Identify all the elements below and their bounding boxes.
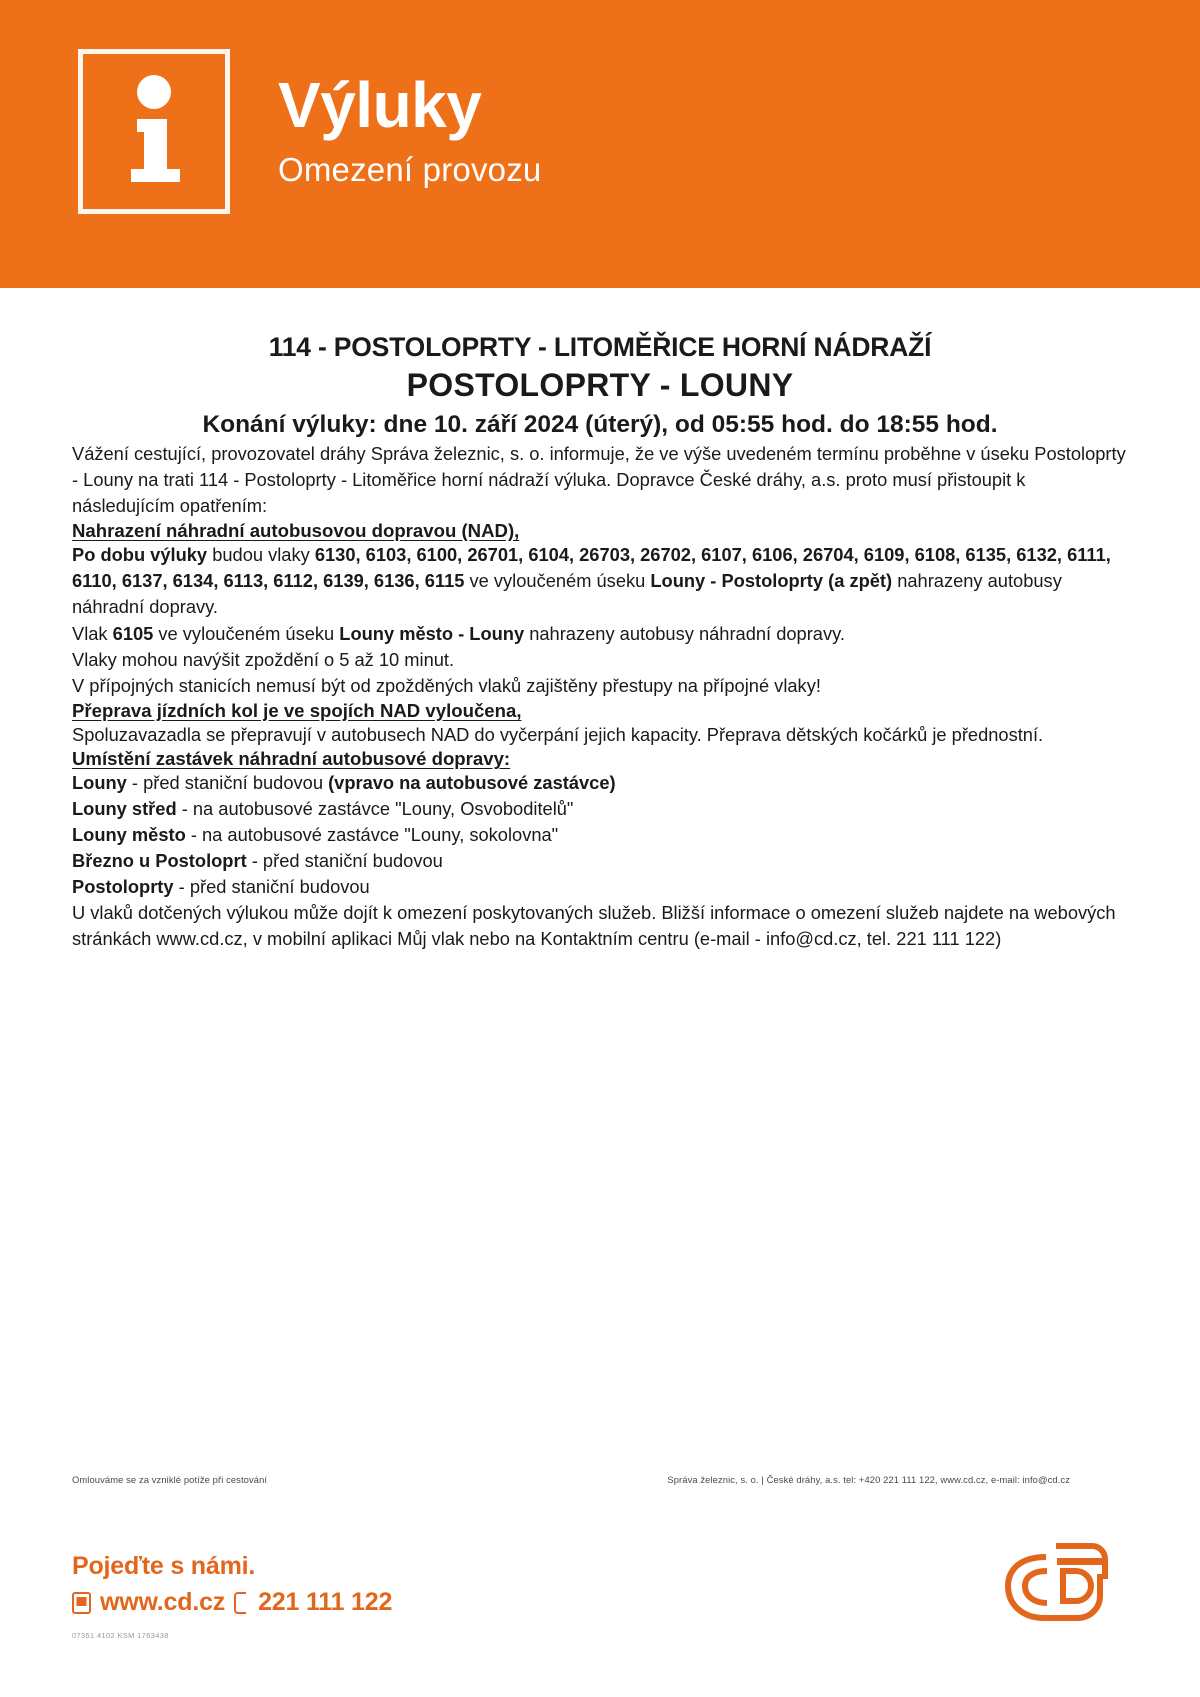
route-line: 114 - POSTOLOPRTY - LITOMĚŘICE HORNÍ NÁDRAŽÍ (268, 332, 932, 362)
banner-text (278, 69, 542, 188)
luggage-paragraph: Spoluzavazadla se přepravují v autobusech NAD do vyčerpání jejich kapacity. Přeprava dětských kočárků je přednostní. (72, 723, 1044, 745)
list-item (72, 770, 1128, 796)
stop-desc: - na autobusové zastávce "Louny, sokolovna" (185, 823, 559, 845)
brand-phone[interactable]: 221 111 122 (258, 1588, 393, 1616)
stop-desc-bold: (vpravo na autobusové zastávce) (328, 771, 616, 793)
single-train-number: 6105 (112, 622, 154, 644)
stop-name: Postoloprty (72, 875, 174, 897)
header-banner (0, 0, 1200, 288)
brand-contact (72, 1588, 392, 1617)
single-prefix: Vlak (72, 622, 113, 644)
trains-tail-1: ve vyloučeném úseku (464, 569, 651, 591)
info-icon (78, 49, 230, 214)
train-numbers: 6130, 6103, 6100, 26701, 6104, 26703, 26702, 6107, 6106, 26704, 6109, 6108, 6135, 6132, 6111, 6110, 6137, 6134, 6113, 6112, 6139, 6136, 6115 (72, 543, 1111, 591)
document-code: 07351 4102 KSM 1763438 (72, 1631, 169, 1640)
stop-name: Březno u Postoloprt (72, 849, 247, 871)
operator-info: Správa železnic, s. o. | České dráhy, a.s. tel: +420 221 111 122, www.cd.cz, e-mail: info@cd.cz (667, 1474, 1070, 1485)
outage-datetime: Konání výluky: dne 10. září 2024 (úterý), od 05:55 hod. do 18:55 hod. (202, 410, 998, 438)
closed-section: POSTOLOPRTY - LOUNY (406, 367, 794, 404)
brand-web[interactable]: www.cd.cz (100, 1588, 226, 1616)
apology-text: Omlouváme se za vzniklé potíže při cestování (72, 1474, 268, 1485)
replaced-trains-paragraph (72, 542, 1128, 621)
banner-subtitle: Omezení provozu (278, 150, 542, 188)
brand-block (72, 1552, 392, 1640)
single-segment: Louny město - Louny (339, 622, 525, 644)
intro-paragraph: Vážení cestující, provozovatel dráhy Správa železnic, s. o. informuje, že ve výše uvedeném termínu proběhne v úseku Postoloprty - Louny na trati 114 - Postoloprty - Litoměřice horní nádraží výluka. Dopravce České dráhy, a.s. proto musí přistoupit k následujícím opatřením: (72, 442, 1126, 517)
closing-paragraph: U vlaků dotčených výlukou může dojít k omezení poskytovaných služeb. Bližší informace o omezení služeb najdete na webových stránkách www.cd.cz, v mobilní aplikaci Můj vlak nebo na Kontaktním centru (e-mail - info@cd.cz, tel. 221 111 122) (72, 901, 1116, 950)
notice-body (0, 332, 1200, 952)
list-item (72, 848, 1128, 874)
cd-logo (1000, 1540, 1108, 1637)
connection-notice: V přípojných stanicích nemusí být od zpožděných vlaků zajištěny přestupy na přípojné vlaky! (72, 675, 821, 697)
stop-name: Louny střed (72, 797, 177, 819)
list-item (72, 796, 1128, 822)
stop-desc: - před staniční budovou (126, 771, 329, 793)
stop-name: Louny město (72, 823, 186, 845)
brand-claim: Pojeďte s námi. (72, 1552, 256, 1580)
footer-note (72, 1474, 1128, 1485)
phone-icon (234, 1592, 249, 1614)
trains-segment: Louny - Postoloprty (a zpět) (650, 569, 893, 591)
trains-mid: budou vlaky (207, 543, 315, 565)
banner-title: Výluky (278, 69, 482, 142)
bicycles-heading: Přeprava jízdních kol je ve spojích NAD vyloučena, (72, 699, 522, 721)
delay-notice: Vlaky mohou navýšit zpoždění o 5 až 10 minut. (72, 648, 455, 670)
trains-tail-2: nahrazeny autobusy náhradní dopravy. (72, 569, 1062, 618)
trains-prefix: Po dobu výluky (72, 543, 208, 565)
single-mid: ve vyloučeném úseku (153, 622, 340, 644)
stops-list (72, 770, 1128, 900)
list-item (72, 874, 1128, 900)
banner-content (0, 49, 541, 214)
notice-heading (72, 332, 1128, 441)
single-train-paragraph (72, 621, 1128, 647)
stops-heading: Umístění zastávek náhradní autobusové dopravy: (72, 747, 511, 769)
stop-name: Louny (72, 771, 127, 793)
list-item (72, 822, 1128, 848)
stop-desc: - před staniční budovou (173, 875, 370, 897)
stop-desc: - před staniční budovou (246, 849, 443, 871)
nad-heading: Nahrazení náhradní autobusovou dopravou (NAD), (72, 519, 520, 541)
web-icon (72, 1592, 91, 1614)
single-tail: nahrazeny autobusy náhradní dopravy. (524, 622, 845, 644)
stop-desc: - na autobusové zastávce "Louny, Osvoboditelů" (176, 797, 574, 819)
